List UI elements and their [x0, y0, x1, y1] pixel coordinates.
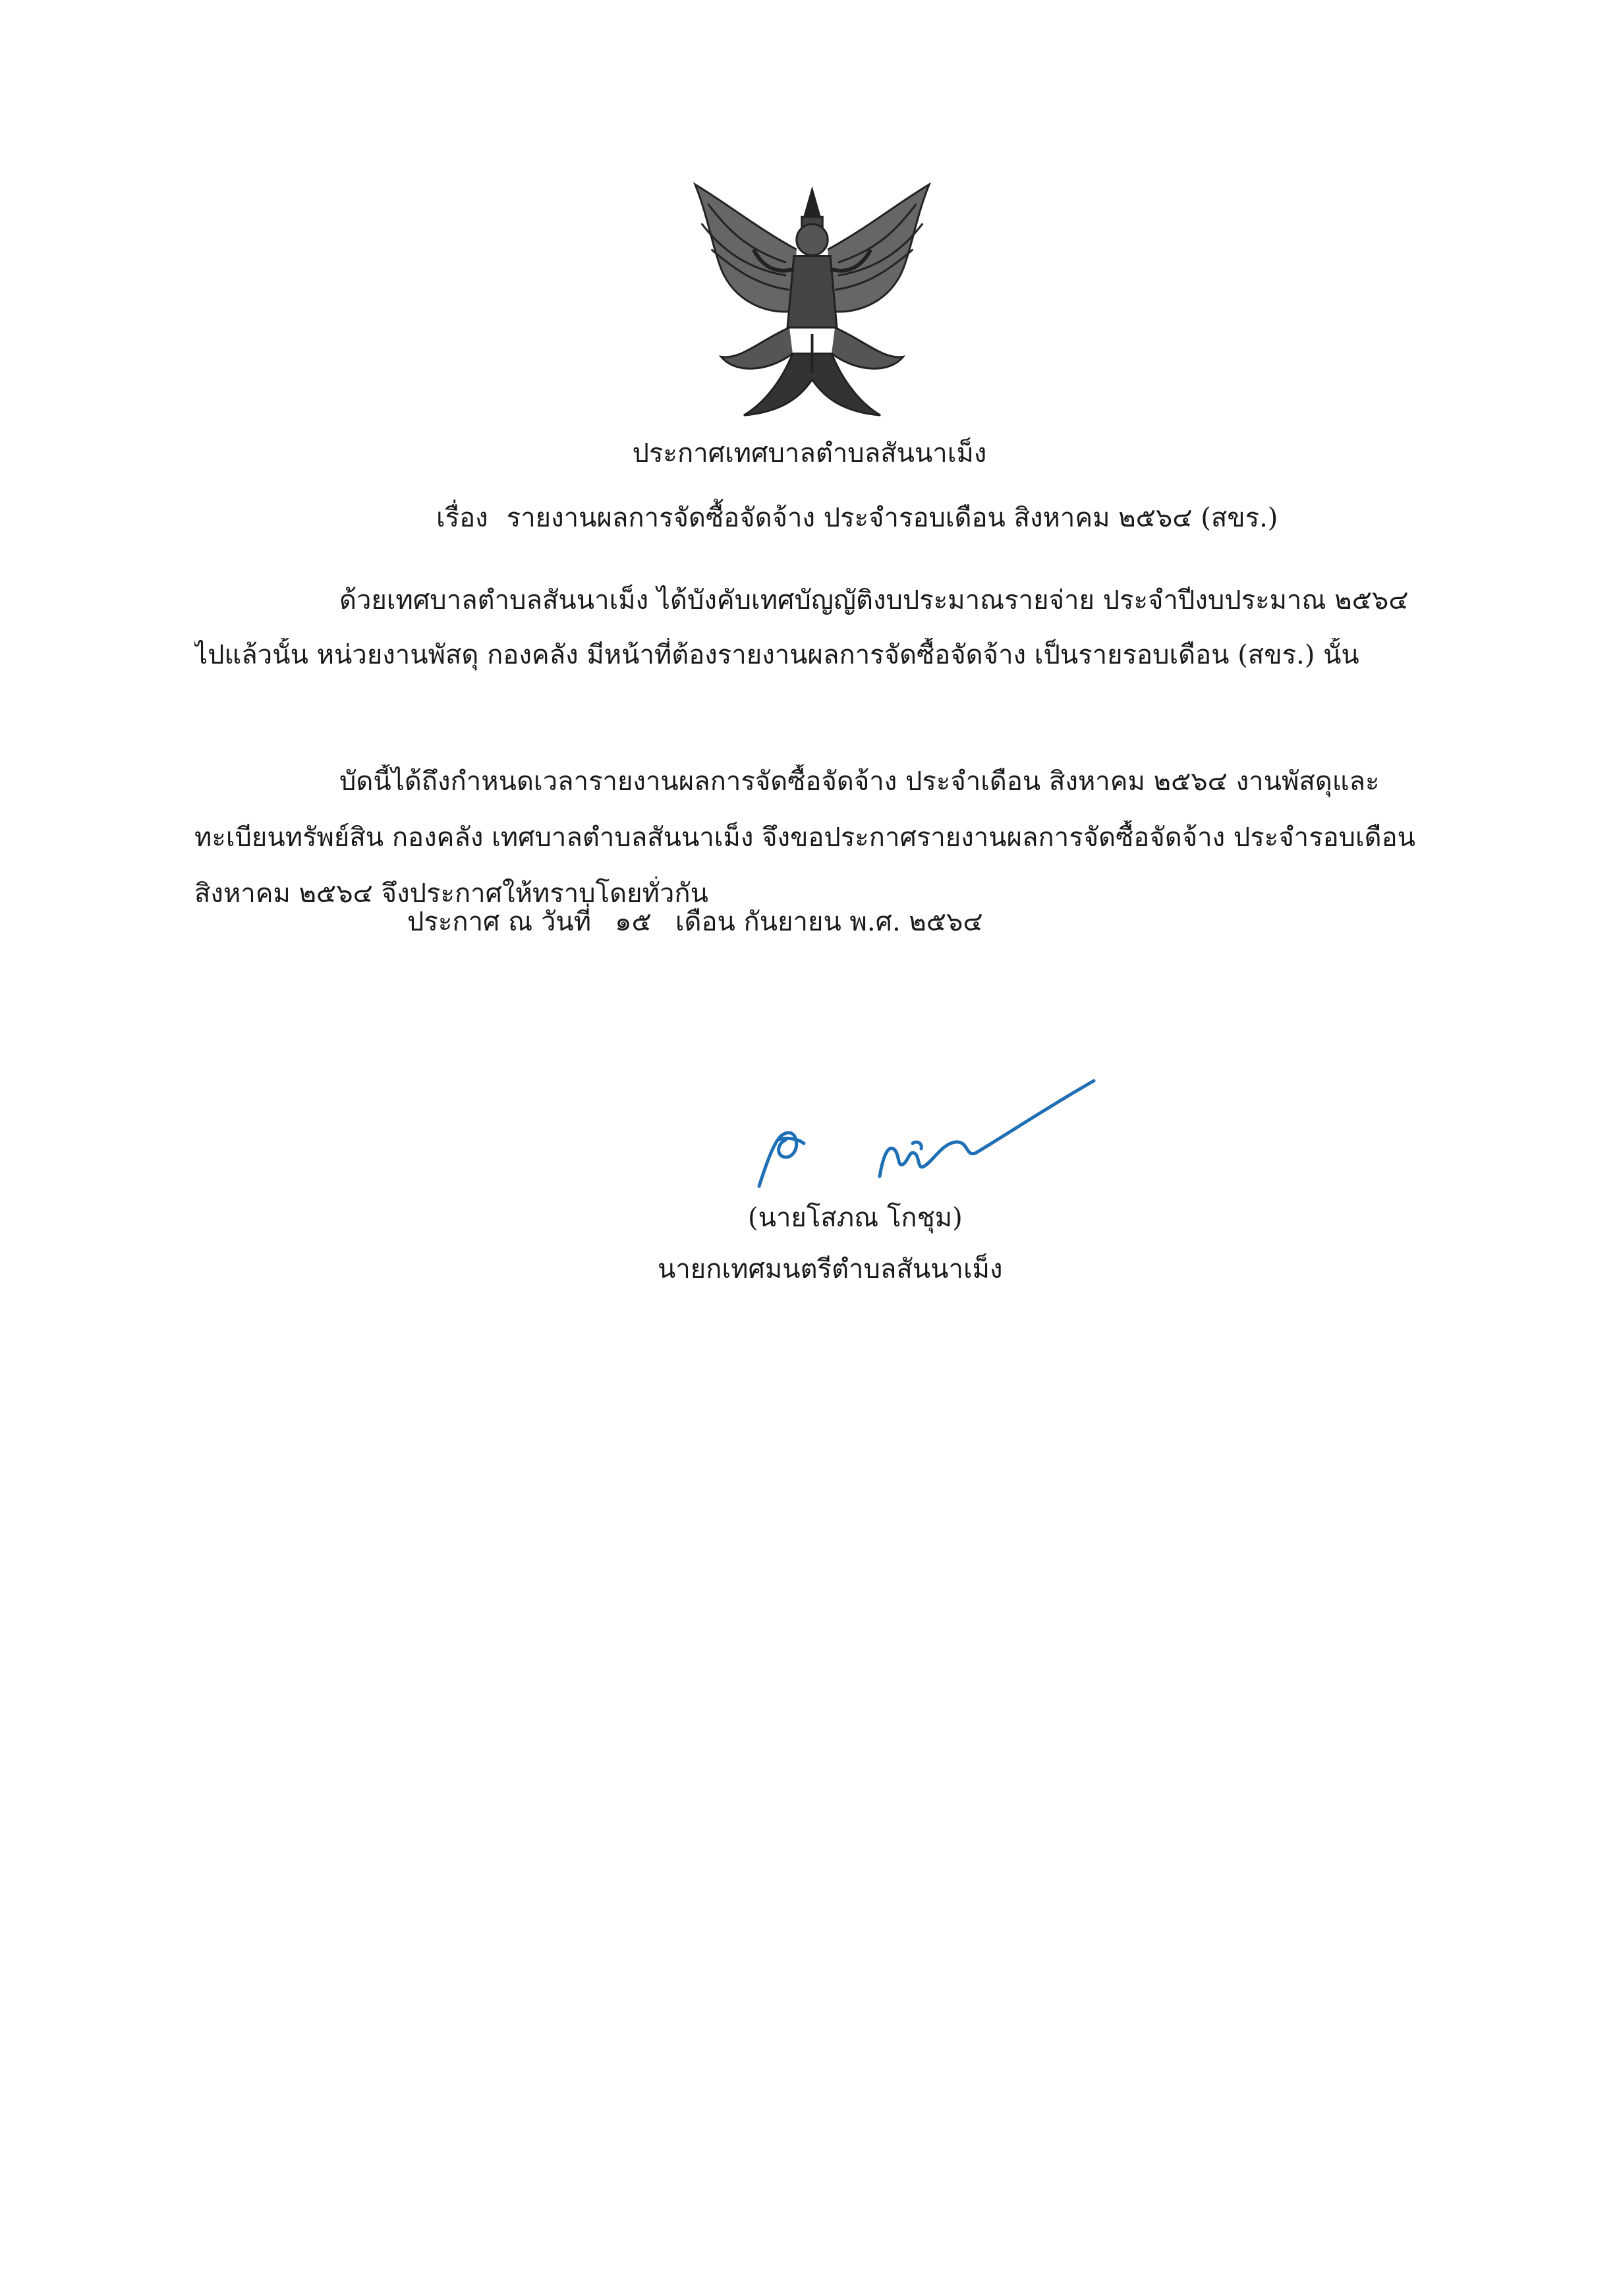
announcement-date: [407, 905, 992, 939]
paragraph1-line1: ด้วยเทศบาลตำบลสันนาเม็ง ได้บังคับเทศบัญญัติงบประมาณรายจ่าย ประจำปีงบประมาณ ๒๕๖๔: [339, 585, 1409, 616]
garuda-emblem-icon: [682, 178, 942, 425]
subject-label: เรื่อง: [436, 503, 488, 533]
date-month-year: เดือน กันยายน พ.ศ. ๒๕๖๔: [675, 907, 983, 937]
paragraph1-line2: ไปแล้วนั้น หน่วยงานพัสดุ กองคลัง มีหน้าที่ต้องรายงานผลการจัดซื้อจัดจ้าง เป็นรายรอบเดือน (สขร.) นั้น: [194, 640, 1359, 670]
signer-position: นายกเทศมนตรีตำบลสันนาเม็ง: [658, 1254, 1003, 1284]
paragraph2-line3: สิงหาคม ๒๕๖๔ จึงประกาศให้ทราบโดยทั่วกัน: [194, 878, 708, 909]
subject-text: รายงานผลการจัดซื้อจัดจ้าง ประจำรอบเดือน สิงหาคม ๒๕๖๔ (สขร.): [506, 503, 1278, 533]
date-day: ๑๕: [615, 907, 652, 937]
signature-mark: [745, 1045, 1100, 1196]
signer-name: (นายโสภณ โกชุม): [748, 1203, 963, 1233]
paragraph2-line1: บัดนี้ได้ถึงกำหนดเวลารายงานผลการจัดซื้อจัดจ้าง ประจำเดือน สิงหาคม ๒๕๖๔ งานพัสดุและ: [339, 766, 1380, 797]
paragraph2-line2: ทะเบียนทรัพย์สิน กองคลัง เทศบาลตำบลสันนาเม็ง จึงขอประกาศรายงานผลการจัดซื้อจัดจ้าง ประจำรอบเดือน: [194, 822, 1416, 853]
document-title: ประกาศเทศบาลตำบลสันนาเม็ง: [632, 438, 987, 469]
document-subject: [436, 501, 1278, 535]
date-prefix: ประกาศ ณ วันที่: [407, 907, 592, 937]
